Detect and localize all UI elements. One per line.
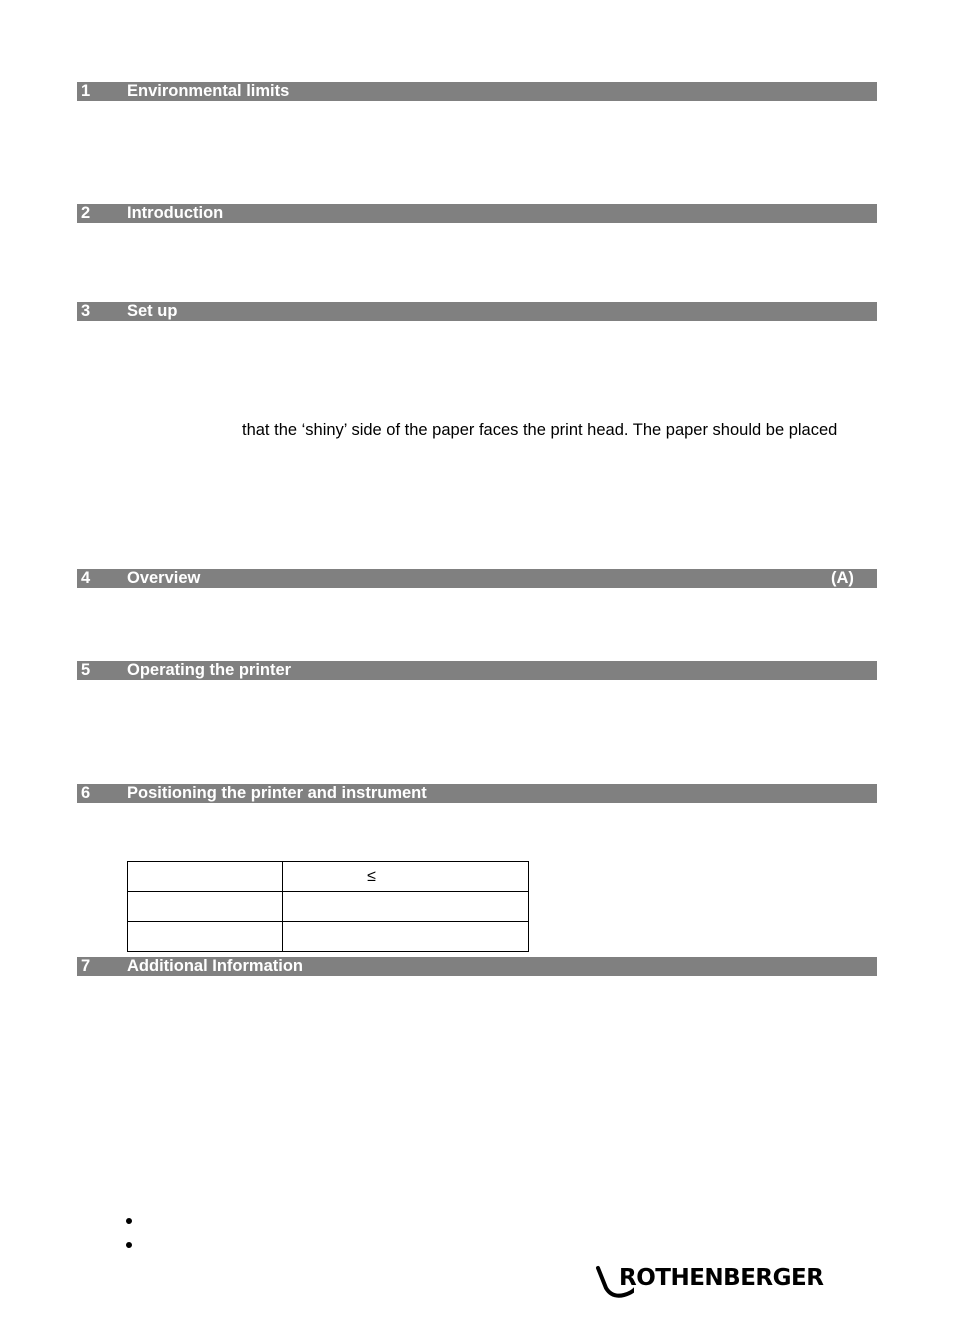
section-title: Overview [127, 569, 201, 587]
table-cell [128, 862, 283, 892]
setup-paragraph: that the ‘shiny’ side of the paper faces the print head. The paper should be placed [242, 421, 838, 439]
section-number: 1 [81, 82, 91, 100]
figure-reference: (A) [831, 569, 854, 587]
table-row [128, 862, 529, 892]
logo-wordmark: ROTHENBERGER [619, 1265, 824, 1291]
table-cell: ≤ [283, 862, 529, 892]
rothenberger-logo [594, 1262, 828, 1302]
section-title: Operating the printer [127, 661, 292, 679]
table-cell [128, 922, 283, 952]
section-header-2 [77, 204, 877, 223]
section-number: 4 [81, 569, 91, 587]
section-header-5 [77, 661, 877, 680]
section-title: Introduction [127, 204, 224, 222]
section-number: 5 [81, 661, 91, 679]
section-title: Positioning the printer and instrument [127, 784, 427, 802]
table-cell [283, 892, 529, 922]
section-number: 7 [81, 957, 91, 975]
section-header-1 [77, 82, 877, 101]
table-cell [283, 922, 529, 952]
section-title: Additional Information [127, 957, 303, 975]
section-title: Environmental limits [127, 82, 290, 100]
table-row [128, 922, 529, 952]
section-number: 2 [81, 204, 91, 222]
section-number: 3 [81, 302, 91, 320]
section-header-4 [77, 569, 877, 588]
positioning-table [127, 861, 529, 952]
section-header-6 [77, 784, 877, 803]
table-cell [128, 892, 283, 922]
section-header-7 [77, 957, 877, 976]
section-number: 6 [81, 784, 91, 802]
bullet-icon [126, 1218, 132, 1224]
section-header-3 [77, 302, 877, 321]
bullet-icon [126, 1242, 132, 1248]
table-row [128, 892, 529, 922]
section-title: Set up [127, 302, 178, 320]
